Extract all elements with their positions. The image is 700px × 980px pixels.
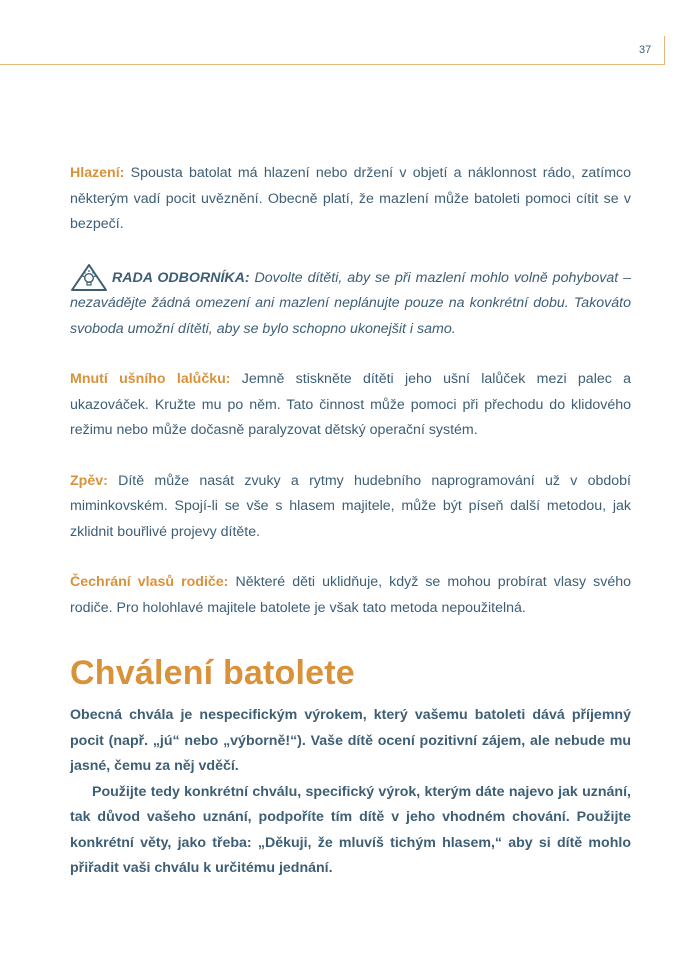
paragraph-zpev [70,469,631,546]
term-label: Čechrání vlasů rodiče: [70,574,229,590]
tip-text: Dovolte dítěti, aby se při mazlení mohlo volně pohybovat – nezavádějte žádná omezení ani mazlení neplánujte pouze na konkrétní dobu. Takováto svoboda umožní dítěti, aby se bylo schopno ukonejšit i samo. [70,269,631,337]
paragraph-text: Některé děti uklidňuje, když se mohou probírat vlasy svého rodiče. Pro holohlavé majitele batolete je však tato metoda nepoužitelná. [70,574,631,616]
header-rule [0,64,665,65]
section-paragraph: Obecná chvála je nespecifickým výrokem, který vašemu batoleti dává příjemný pocit (např. „jú“ nebo „výborně!“). Vaše dítě ocení pozitivní zájem, ale nebude mu jasné, čemu za něj vděčí. [70,707,631,774]
paragraph-text: Spousta batolat má hlazení nebo držení v objetí a náklonnost rádo, zatímco některým vadí pocit uvěznění. Obecně platí, že mazlení může batoleti pomoci cítit se v bezpečí. [70,165,631,232]
paragraph-mnuti [70,367,631,444]
paragraph-hlazeni [70,161,631,238]
term-label: Hlazení: [70,165,125,181]
paragraph-cechrani [70,570,631,621]
page-number: 37 [639,44,652,56]
page-content [70,161,631,882]
section-heading: Chválení batolete [70,654,355,692]
term-label: Mnutí ušního lalůčku: [70,371,231,387]
expert-tip [70,263,631,343]
header-vertical-rule [664,36,665,65]
lightbulb-warning-icon [70,263,108,291]
tip-label: RADA ODBORNÍKA: [112,269,250,286]
section-paragraph: Použijte tedy konkrétní chválu, specifický výrok, kterým dáte najevo jak uznání, tak důvod vašeho uznání, podpoříte tím dítě v jeho vhodném chování. Použijte konkrétní věty, jako třeba: „Děkuji, že mluvíš tichým hlasem,“ aby si dítě mohlo přiřadit vaši chválu k určitému jednání. [70,783,631,876]
term-label: Zpěv: [70,472,108,489]
paragraph-text: Dítě může nasát zvuky a rytmy hudebního naprogramování už v období miminkovském. Spojí-li se vše s hlasem majitele, může být píseň další metodou, jak zklidnit bouřlivé projevy dítěte. [70,472,631,540]
paragraph-text: Jemně stiskněte dítěti jeho ušní lalůček mezi palec a ukazováček. Kružte mu po něm. Tato činnost může pomoci při přechodu do klidového režimu nebo může dočasně paralyzovat dětský operační systém. [70,371,632,438]
